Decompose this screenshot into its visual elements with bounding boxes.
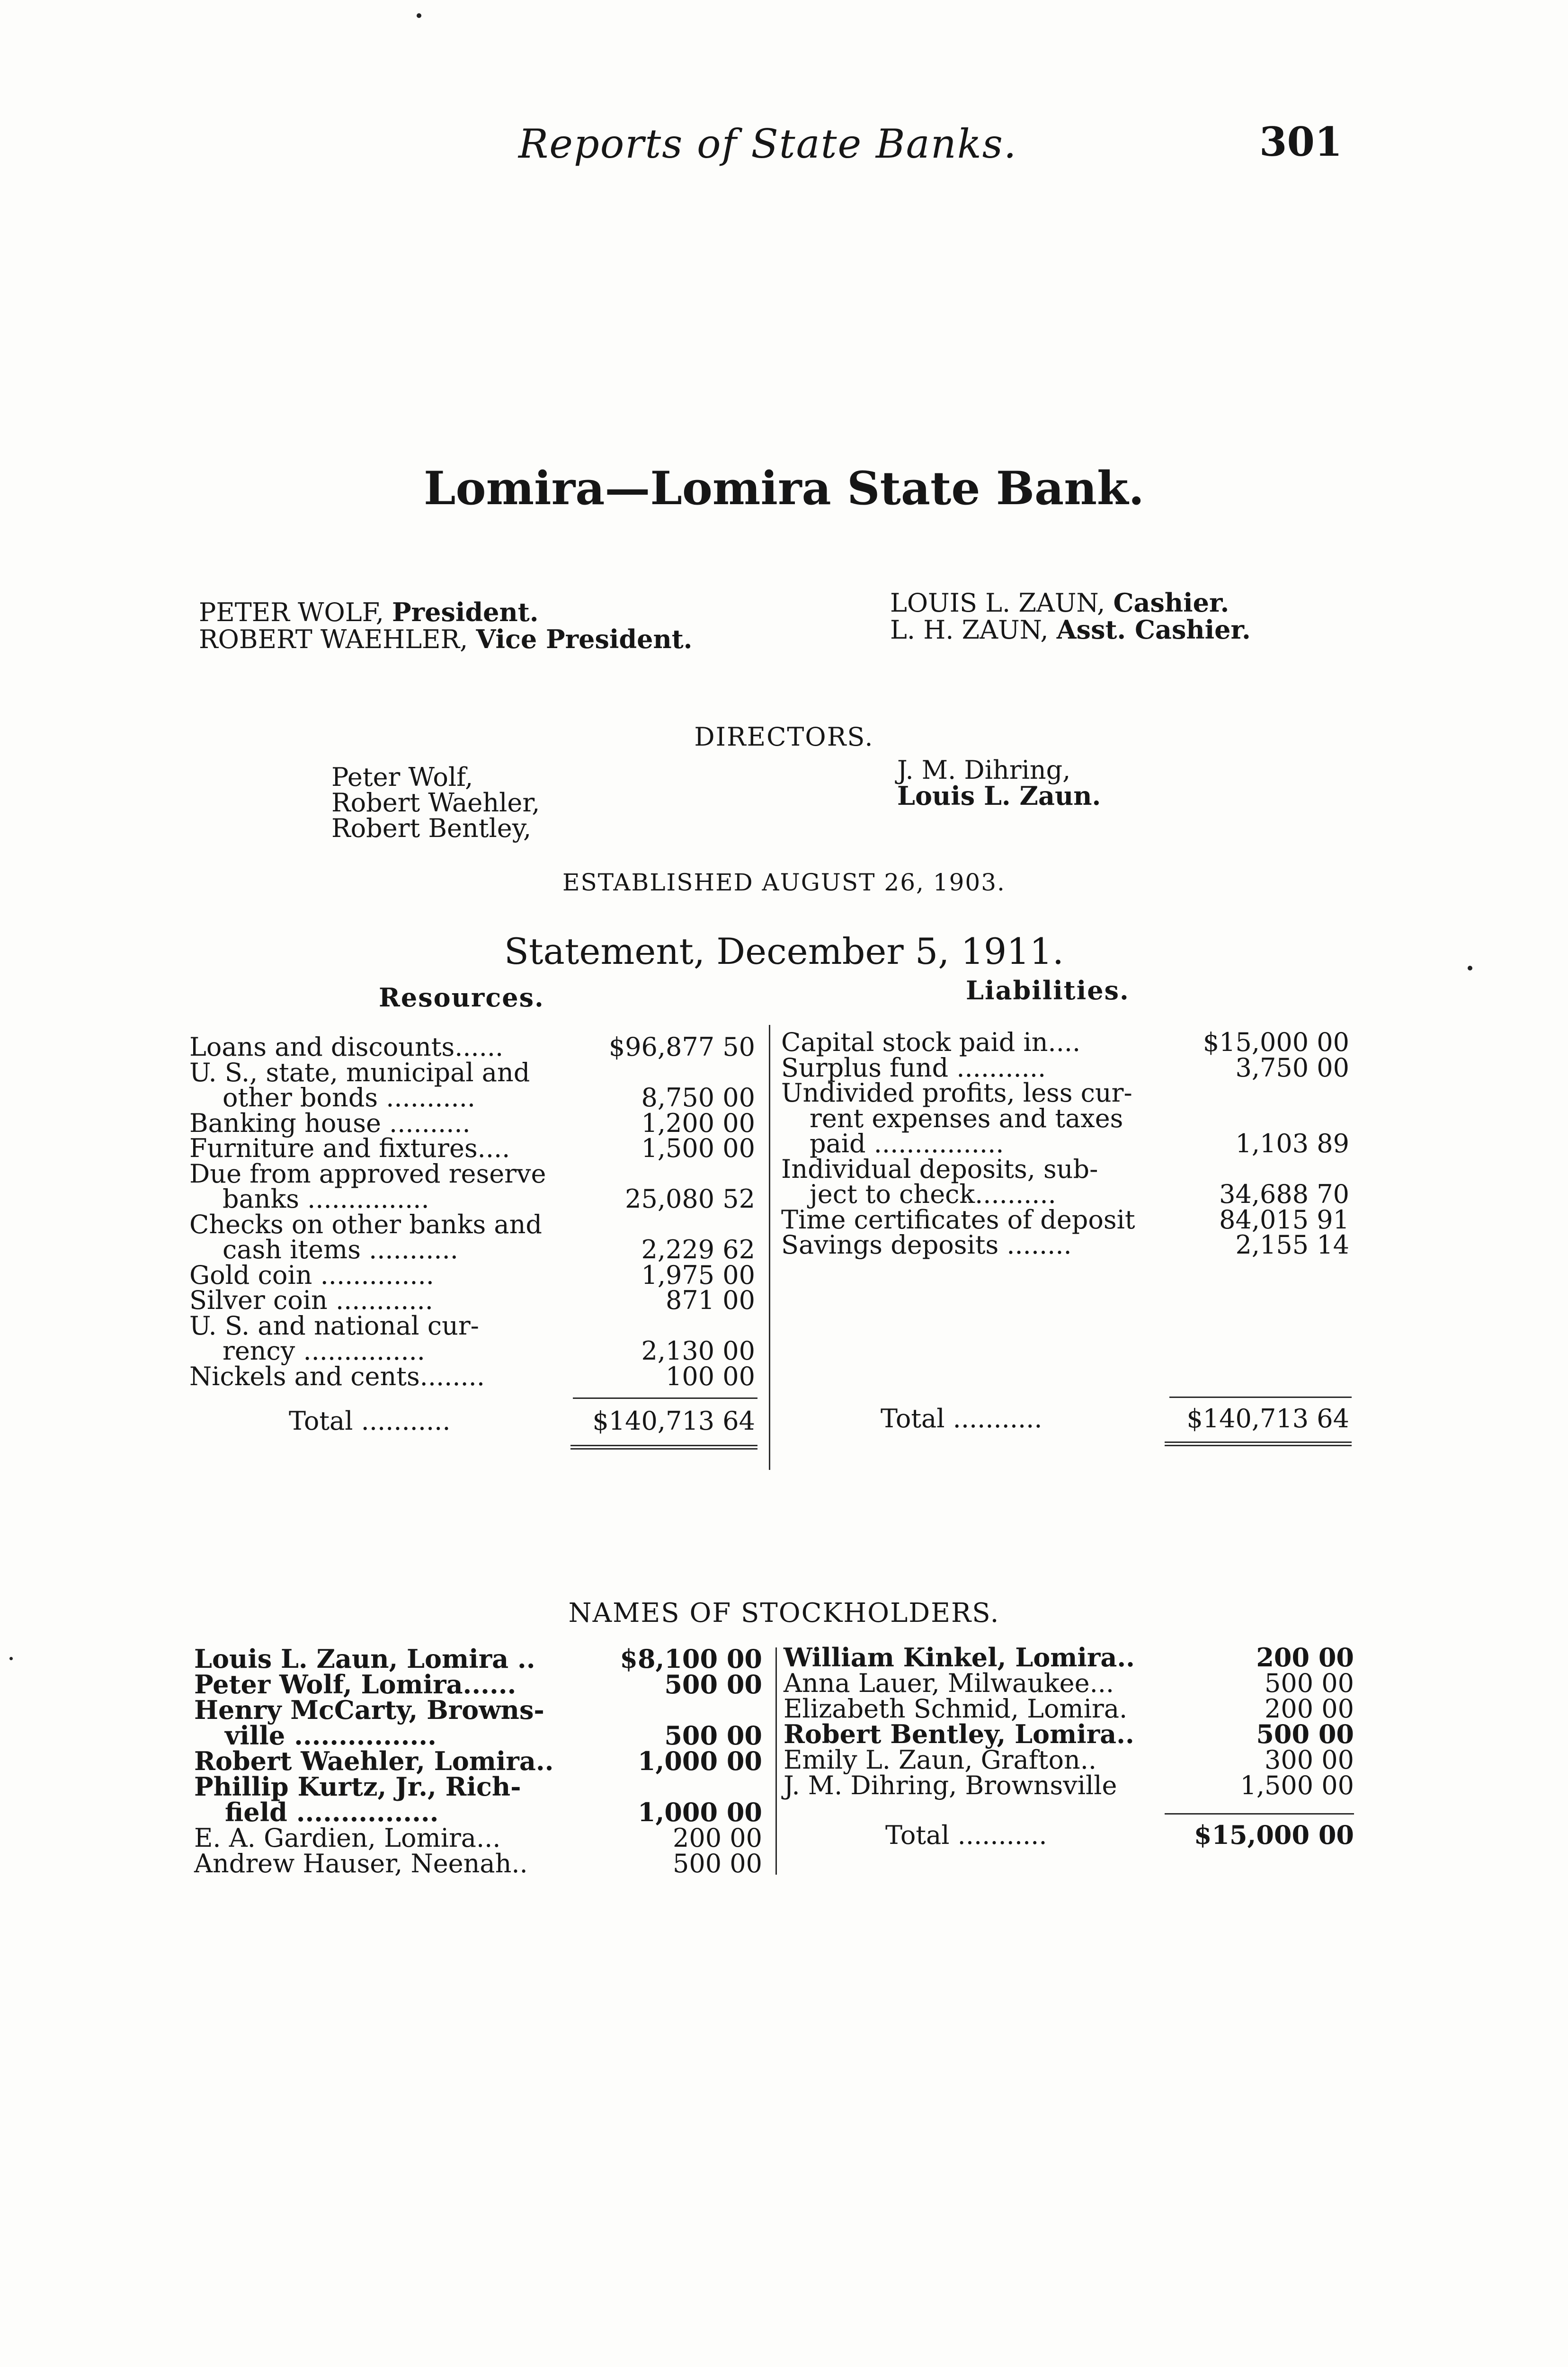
- officer-name: ROBERT WAEHLER,: [199, 624, 468, 654]
- officer-line: [199, 599, 692, 626]
- stockholder-row-text: Andrew Hauser, Neenah..: [194, 1849, 528, 1878]
- stockholder-row-amount: 500 00: [1256, 1719, 1354, 1749]
- liability-row-text: Surplus fund ...........: [781, 1052, 1046, 1083]
- stockholder-row-text: E. A. Gardien, Lomira...: [194, 1823, 501, 1853]
- statement-title: Statement, December 5, 1911.: [504, 930, 1064, 972]
- resources-total-amount: $140,713 64: [592, 1406, 755, 1436]
- liability-row-text: Time certificates of deposit: [781, 1204, 1135, 1235]
- resource-row-amount: 25,080 52: [625, 1184, 755, 1214]
- director-name: Robert Bentley,: [331, 813, 532, 843]
- stockholder-row-amount: 1,500 00: [1240, 1771, 1354, 1800]
- stockholders-total-rule: [1165, 1813, 1354, 1815]
- stockholder-row-amount: 500 00: [1265, 1668, 1354, 1698]
- stockholder-row-text: Robert Bentley, Lomira..: [784, 1719, 1134, 1749]
- liability-row-text: rent expenses and taxes: [810, 1103, 1123, 1133]
- resource-row-amount: 1,500 00: [641, 1133, 755, 1163]
- stockholder-row-amount: 1,000 00: [637, 1797, 762, 1827]
- stockholder-row-text: J. M. Dihring, Brownsville: [784, 1771, 1117, 1800]
- director-name: Louis L. Zaun.: [897, 781, 1101, 811]
- liabilities-total-double-rule: [1165, 1442, 1352, 1446]
- stockholder-row-text: Robert Waehler, Lomira..: [194, 1746, 554, 1776]
- officer-line: [890, 589, 1251, 616]
- director-name: Robert Waehler,: [331, 788, 540, 818]
- liability-row-amount: $15,000 00: [1203, 1027, 1349, 1057]
- resources-total-label: Total ...........: [289, 1406, 451, 1436]
- bank-title: Lomira—Lomira State Bank.: [424, 462, 1144, 515]
- established-date: ESTABLISHED AUGUST 26, 1903.: [562, 869, 1006, 896]
- liability-row-text: paid ................: [810, 1129, 1004, 1158]
- liability-row-text: Undivided profits, less cur-: [781, 1078, 1132, 1108]
- officers-left: [199, 599, 692, 653]
- stockholder-row-text: Henry McCarty, Browns-: [194, 1695, 544, 1725]
- officer-role: Cashier.: [1113, 587, 1229, 618]
- stockholder-row-text: Emily L. Zaun, Grafton..: [784, 1745, 1097, 1775]
- stockholder-row-text: Louis L. Zaun, Lomira ..: [194, 1644, 535, 1674]
- resource-row-text: banks ...............: [223, 1184, 429, 1214]
- stockholder-row-text: Elizabeth Schmid, Lomira.: [784, 1694, 1128, 1724]
- directors-left: [331, 762, 540, 843]
- stockholders-heading: NAMES OF STOCKHOLDERS.: [568, 1598, 1000, 1628]
- resource-row-amount: 8,750 00: [641, 1083, 755, 1112]
- officer-line: [199, 626, 692, 653]
- resource-row-amount: 1,975 00: [641, 1260, 755, 1290]
- officer-line: [890, 616, 1251, 643]
- director-name: J. M. Dihring,: [897, 755, 1071, 785]
- stockholder-row-text: Phillip Kurtz, Jr., Rich-: [194, 1771, 521, 1802]
- stockholders-divider: [775, 1647, 777, 1875]
- directors-heading: DIRECTORS.: [694, 722, 874, 752]
- column-divider: [769, 1025, 770, 1470]
- resource-row-text: U. S. and national cur-: [189, 1310, 479, 1341]
- scan-speck: [9, 1657, 13, 1660]
- stockholder-row-text: field ................: [225, 1797, 439, 1827]
- stockholder-row-amount: 300 00: [1265, 1745, 1354, 1775]
- liabilities-total-rule: [1169, 1397, 1352, 1398]
- resources-total-rule: [573, 1397, 757, 1399]
- resource-row-text: Gold coin ..............: [189, 1260, 434, 1290]
- directors-right: [897, 757, 1101, 809]
- resources-heading: Resources.: [379, 982, 544, 1013]
- liability-row-amount: 2,155 14: [1235, 1230, 1349, 1260]
- resource-row-text: Banking house ..........: [189, 1108, 471, 1138]
- liabilities-total-amount: $140,713 64: [1186, 1404, 1349, 1433]
- liability-row-amount: 84,015 91: [1219, 1204, 1349, 1235]
- director-name: Peter Wolf,: [331, 762, 473, 792]
- resource-row-text: Loans and discounts......: [189, 1032, 504, 1062]
- stockholders-total-label: Total ...........: [885, 1820, 1047, 1850]
- resources-total-double-rule: [570, 1445, 757, 1450]
- officer-name: LOUIS L. ZAUN,: [890, 588, 1105, 618]
- stockholder-row-text: William Kinkel, Lomira..: [784, 1642, 1135, 1673]
- officer-role: Vice President.: [476, 624, 693, 654]
- stockholder-row-text: Anna Lauer, Milwaukee...: [784, 1668, 1114, 1698]
- stockholder-row-amount: 500 00: [664, 1669, 762, 1700]
- resource-row-text: U. S., state, municipal and: [189, 1057, 530, 1087]
- liability-row-amount: 1,103 89: [1235, 1129, 1349, 1158]
- page-number: 301: [1259, 118, 1343, 165]
- running-title: Reports of State Banks.: [518, 121, 1017, 167]
- resource-row-amount: 2,229 62: [641, 1235, 755, 1264]
- officer-name: L. H. ZAUN,: [890, 615, 1049, 645]
- stockholder-row-amount: 200 00: [1265, 1694, 1354, 1724]
- resource-row-text: Nickels and cents........: [189, 1361, 485, 1391]
- stockholder-row-amount: 1,000 00: [637, 1746, 762, 1776]
- resource-row-amount: $96,877 50: [608, 1032, 755, 1062]
- officer-role: President.: [392, 597, 539, 627]
- resource-row-text: Furniture and fixtures....: [189, 1133, 510, 1163]
- resource-row-amount: 100 00: [666, 1361, 755, 1391]
- stockholder-row-amount: 200 00: [673, 1823, 762, 1853]
- resource-row-text: Silver coin ............: [189, 1285, 433, 1315]
- resource-row-text: Checks on other banks and: [189, 1209, 542, 1239]
- liability-row-text: Capital stock paid in....: [781, 1027, 1081, 1057]
- officers-right: [890, 589, 1251, 643]
- liability-row-amount: 3,750 00: [1235, 1052, 1349, 1083]
- stockholder-row-amount: 500 00: [673, 1849, 762, 1878]
- stockholders-total-amount: $15,000 00: [1194, 1820, 1354, 1850]
- liabilities-total-label: Total ...........: [881, 1404, 1042, 1433]
- resource-row-amount: 871 00: [666, 1285, 755, 1315]
- stockholder-row-text: ville ................: [225, 1720, 437, 1751]
- liabilities-heading: Liabilities.: [966, 975, 1130, 1006]
- resource-row-text: cash items ...........: [223, 1235, 458, 1264]
- stockholder-row-amount: 500 00: [664, 1720, 762, 1751]
- liability-row-text: Individual deposits, sub-: [781, 1154, 1098, 1184]
- stockholder-row-amount: 200 00: [1256, 1642, 1354, 1673]
- resource-row-text: rency ...............: [223, 1336, 425, 1366]
- resource-row-text: Due from approved reserve: [189, 1158, 546, 1189]
- liability-row-text: Savings deposits ........: [781, 1230, 1072, 1260]
- officer-role: Asst. Cashier.: [1056, 614, 1251, 645]
- resource-row-amount: 1,200 00: [641, 1108, 755, 1138]
- resource-row-text: other bonds ...........: [223, 1083, 476, 1112]
- stockholder-row-amount: $8,100 00: [620, 1644, 762, 1674]
- scan-speck: [417, 13, 421, 18]
- officer-name: PETER WOLF,: [199, 597, 384, 627]
- resource-row-amount: 2,130 00: [641, 1336, 755, 1366]
- liability-row-text: ject to check..........: [810, 1179, 1056, 1209]
- liability-row-amount: 34,688 70: [1219, 1179, 1349, 1209]
- stockholder-row-text: Peter Wolf, Lomira......: [194, 1669, 517, 1700]
